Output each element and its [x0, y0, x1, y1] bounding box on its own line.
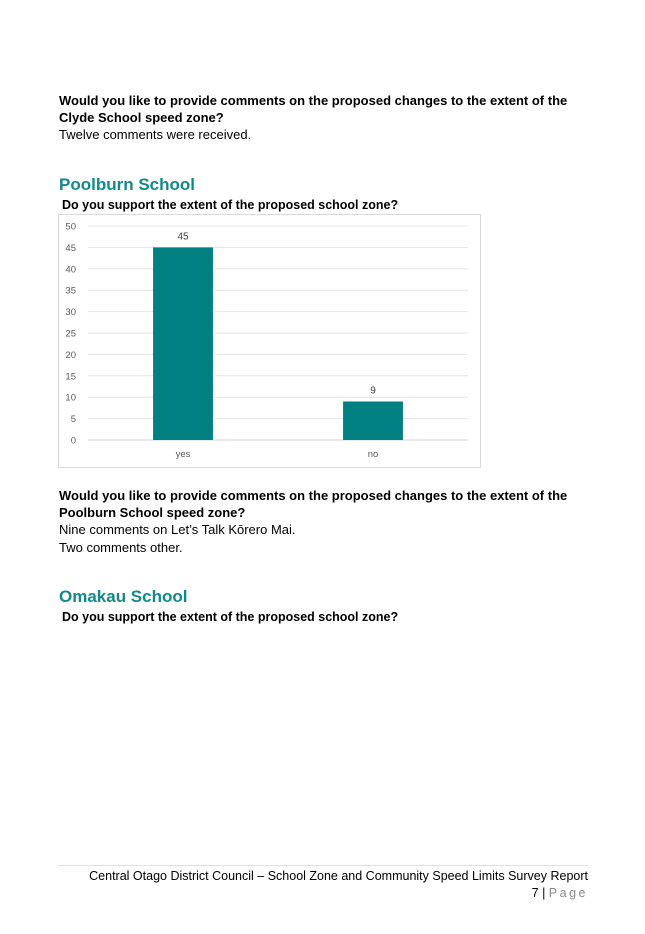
data-label-no: 9 [370, 385, 376, 397]
poolburn-comments-line2: Two comments other. [59, 540, 183, 555]
x-tick-label-yes: yes [175, 449, 191, 460]
footer-text: Central Otago District Council – School Zone and Community Speed Limits Survey Report [89, 869, 588, 883]
clyde-comments-answer: Twelve comments were received. [59, 127, 252, 142]
y-tick-label: 50 [65, 221, 76, 233]
poolburn-comments-question: Would you like to provide comments on the proposed changes to the extent of the Poolburn School speed zone? [59, 488, 568, 520]
poolburn-chart-question: Do you support the extent of the proposed school zone? [62, 198, 399, 212]
bar-no [343, 401, 403, 440]
page-number-value: 7 [531, 886, 539, 900]
y-tick-label: 0 [70, 435, 76, 447]
page-separator: | [542, 886, 546, 900]
omakau-chart-question: Do you support the extent of the proposed school zone? [62, 610, 399, 624]
y-tick-label: 5 [70, 414, 76, 426]
page-word: Page [548, 886, 588, 900]
poolburn-support-chart [58, 214, 481, 468]
poolburn-comments-line1: Nine comments on Let’s Talk Kōrero Mai. [59, 522, 296, 537]
clyde-comments-question: Would you like to provide comments on the proposed changes to the extent of the Clyde School speed zone? [59, 93, 568, 125]
y-tick-label: 20 [65, 349, 76, 361]
bar-yes [153, 247, 213, 440]
poolburn-heading: Poolburn School [59, 175, 195, 194]
chart-border [59, 215, 481, 468]
y-tick-label: 35 [65, 285, 76, 297]
y-tick-label: 45 [65, 242, 76, 254]
footer-divider [58, 865, 588, 866]
y-tick-label: 15 [65, 371, 76, 383]
page-number [58, 886, 588, 900]
data-label-yes: 45 [177, 231, 189, 243]
y-tick-label: 10 [65, 392, 76, 404]
y-tick-label: 40 [65, 264, 76, 276]
x-tick-label-no: no [367, 449, 379, 460]
y-tick-label: 30 [65, 307, 76, 319]
omakau-heading: Omakau School [59, 587, 188, 606]
y-tick-label: 25 [65, 328, 76, 340]
